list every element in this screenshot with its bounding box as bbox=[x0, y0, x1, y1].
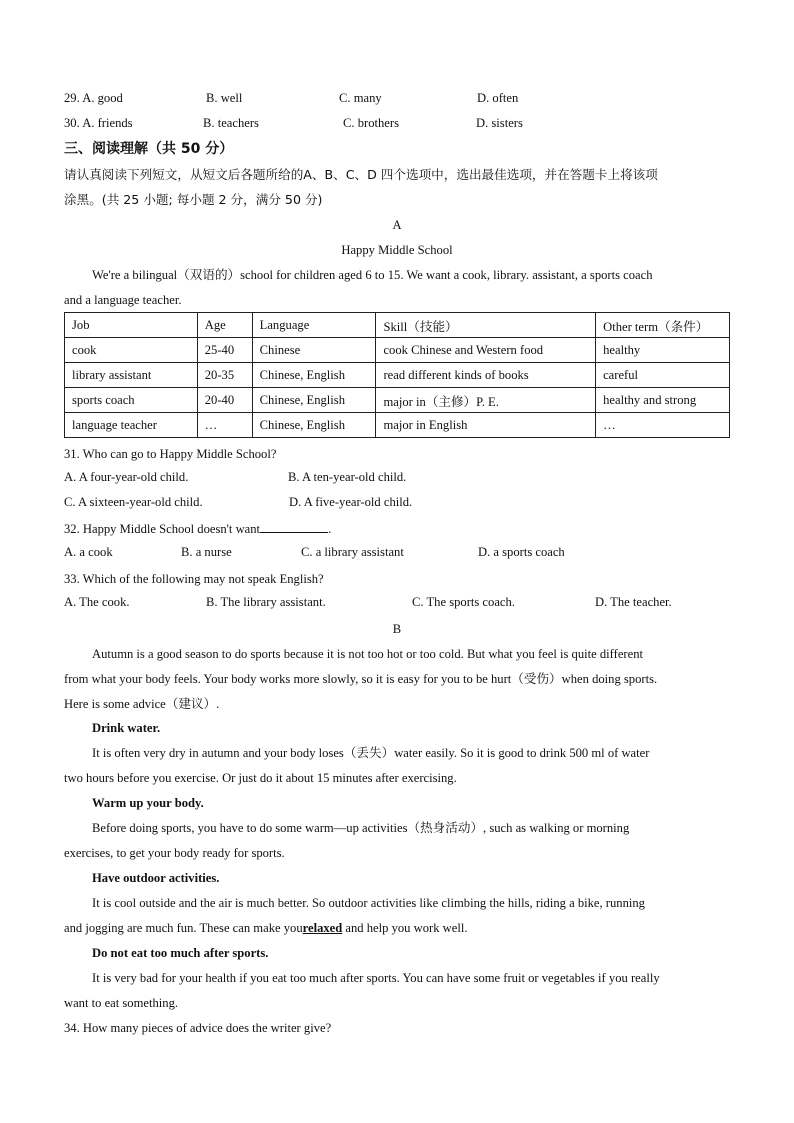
q30-option-a: 30. A. friends bbox=[64, 116, 133, 130]
table-cell: healthy bbox=[596, 338, 730, 363]
table-header-cell: Other term（条件） bbox=[596, 313, 730, 338]
q29-option-a: 29. A. good bbox=[64, 91, 123, 105]
table-header-row bbox=[65, 313, 730, 338]
q30-option-d: D. sisters bbox=[476, 116, 523, 130]
q30-option-c: C. brothers bbox=[343, 116, 399, 130]
q33-option-b: B. The library assistant. bbox=[206, 595, 326, 609]
q32-option-d: D. a sports coach bbox=[478, 545, 565, 559]
q33-option-a: A. The cook. bbox=[64, 595, 130, 609]
table-cell: healthy and strong bbox=[596, 388, 730, 413]
advice-paragraph-1-cont: two hours before you exercise. Or just do it about 15 minutes after exercising. bbox=[64, 771, 457, 785]
q33-stem: 33. Which of the following may not speak English? bbox=[64, 572, 324, 586]
passage-b-intro-1: Autumn is a good season to do sports because it is not too hot or too cold. But what you feel is quite different bbox=[92, 647, 644, 661]
table-cell: cook bbox=[65, 338, 198, 363]
advice-paragraph-4: It is very bad for your health if you eat too much after sports. You can have some fruit or vegetables if you really bbox=[92, 971, 660, 985]
passage-b-label: B bbox=[392, 622, 402, 636]
section-instructions-1: 请认真阅读下列短文，从短文后各题所给的A、B、C、D 四个选项中，选出最佳选项，并在答题卡上将该项 bbox=[64, 167, 658, 182]
q33-option-c: C. The sports coach. bbox=[412, 595, 515, 609]
table-cell: 20-35 bbox=[197, 363, 252, 388]
q32-option-c: C. a library assistant bbox=[301, 545, 404, 559]
answer-blank bbox=[260, 520, 328, 533]
q32-stem: 32. Happy Middle School doesn't want . bbox=[64, 522, 332, 536]
passage-b-intro-2: from what your body feels. Your body works more slowly, so it is easy for you to be hurt（受伤）when doing sports. bbox=[64, 672, 658, 686]
q31-option-d: D. A five-year-old child. bbox=[289, 495, 413, 509]
table-cell: major in English bbox=[376, 413, 596, 438]
advice-heading-4: Do not eat too much after sports. bbox=[92, 946, 269, 960]
table-row bbox=[65, 338, 730, 363]
q30-option-b: B. teachers bbox=[203, 116, 259, 130]
table-cell: cook Chinese and Western food bbox=[376, 338, 596, 363]
q33-option-d: D. The teacher. bbox=[595, 595, 672, 609]
q29-option-c: C. many bbox=[339, 91, 382, 105]
q32-option-b: B. a nurse bbox=[181, 545, 232, 559]
underlined-word: relaxed bbox=[302, 921, 343, 935]
advice-heading-3: Have outdoor activities. bbox=[92, 871, 220, 885]
table-cell: Chinese, English bbox=[252, 413, 376, 438]
table-cell: 25-40 bbox=[197, 338, 252, 363]
table-cell: Chinese, English bbox=[252, 388, 376, 413]
table-cell: … bbox=[197, 413, 252, 438]
passage-a-paragraph-1-cont: and a language teacher. bbox=[64, 293, 182, 307]
table-cell: sports coach bbox=[65, 388, 198, 413]
advice-paragraph-3-cont: and jogging are much fun. These can make yourelaxed and help you work well. bbox=[64, 921, 468, 935]
table-row bbox=[65, 388, 730, 413]
table-cell: 20-40 bbox=[197, 388, 252, 413]
jobs-table bbox=[64, 312, 730, 438]
q29-option-b: B. well bbox=[206, 91, 243, 105]
passage-b-intro-3: Here is some advice（建议）. bbox=[64, 697, 220, 711]
section-title: 三、阅读理解（共 50 分） bbox=[64, 141, 234, 157]
advice-paragraph-3: It is cool outside and the air is much better. So outdoor activities like climbing the hills, riding a bike, running bbox=[92, 896, 645, 910]
q31-option-b: B. A ten-year-old child. bbox=[288, 470, 407, 484]
table-cell: … bbox=[596, 413, 730, 438]
table-header-cell: Skill（技能） bbox=[376, 313, 596, 338]
advice-paragraph-1: It is often very dry in autumn and your body loses（丢失）water easily. So it is good to drink 500 ml of water bbox=[92, 746, 650, 760]
table-cell: language teacher bbox=[65, 413, 198, 438]
table-header-cell: Language bbox=[252, 313, 376, 338]
table-header-cell: Age bbox=[197, 313, 252, 338]
table-cell: library assistant bbox=[65, 363, 198, 388]
passage-a-title: Happy Middle School bbox=[341, 243, 453, 257]
passage-a-paragraph-1: We're a bilingual（双语的）school for children aged 6 to 15. We want a cook, library. assistant, a sports coach bbox=[92, 268, 653, 282]
advice-paragraph-4-cont: want to eat something. bbox=[64, 996, 179, 1010]
q29-option-d: D. often bbox=[477, 91, 519, 105]
table-cell: Chinese, English bbox=[252, 363, 376, 388]
table-cell: careful bbox=[596, 363, 730, 388]
q32-option-a: A. a cook bbox=[64, 545, 113, 559]
advice-paragraph-2-cont: exercises, to get your body ready for sports. bbox=[64, 846, 285, 860]
passage-a-label: A bbox=[392, 218, 402, 232]
q31-stem: 31. Who can go to Happy Middle School? bbox=[64, 447, 277, 461]
table-header-cell: Job bbox=[65, 313, 198, 338]
q31-option-a: A. A four-year-old child. bbox=[64, 470, 189, 484]
section-instructions-2: 涂黑。(共 25 小题; 每小题 2 分，满分 50 分) bbox=[64, 192, 323, 207]
table-cell: major in（主修）P. E. bbox=[376, 388, 596, 413]
table-row bbox=[65, 413, 730, 438]
advice-heading-1: Drink water. bbox=[92, 721, 161, 735]
table-cell: Chinese bbox=[252, 338, 376, 363]
advice-paragraph-2: Before doing sports, you have to do some warm—up activities（热身活动）, such as walking or morning bbox=[92, 821, 630, 835]
advice-heading-2: Warm up your body. bbox=[92, 796, 204, 810]
q31-option-c: C. A sixteen-year-old child. bbox=[64, 495, 203, 509]
q34-stem: 34. How many pieces of advice does the writer give? bbox=[64, 1021, 332, 1035]
table-row bbox=[65, 363, 730, 388]
table-cell: read different kinds of books bbox=[376, 363, 596, 388]
